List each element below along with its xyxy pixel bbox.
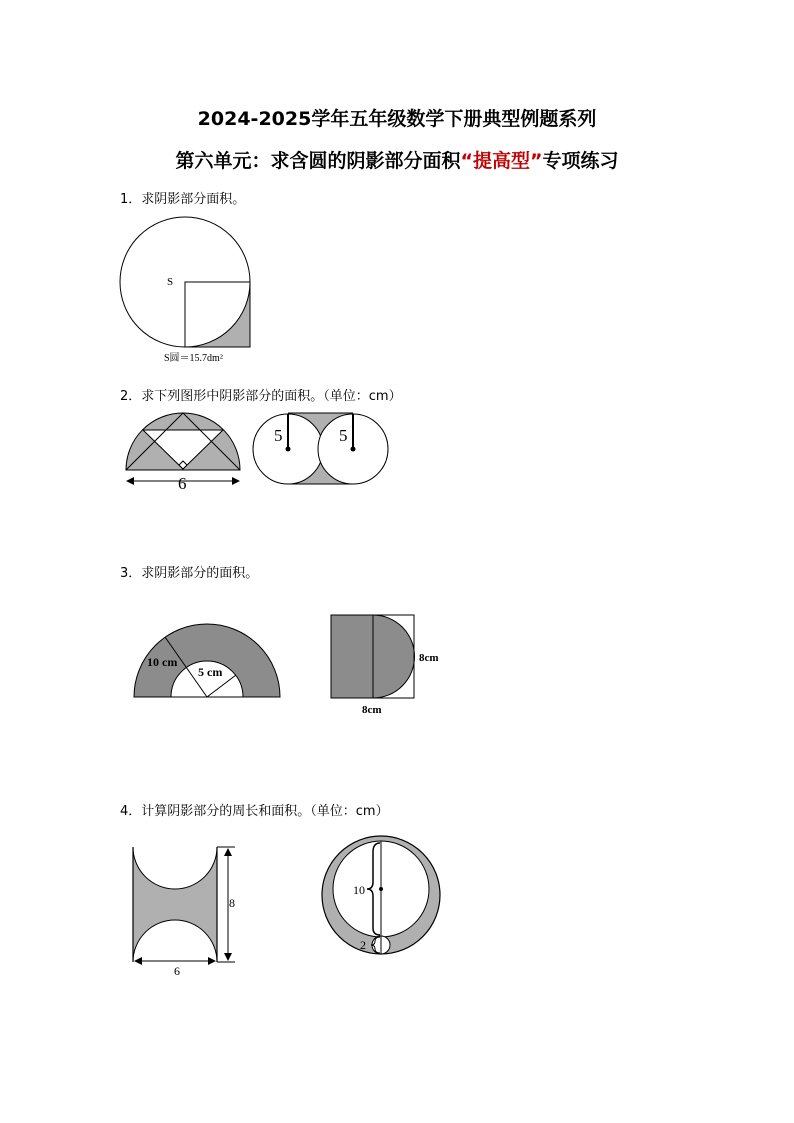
figure-4b bbox=[322, 836, 440, 954]
figure-1 bbox=[120, 217, 250, 364]
question-4-label: 4．计算阴影部分的周长和面积。（单位：cm） bbox=[120, 804, 389, 819]
fig3b-side-label: 8cm bbox=[419, 652, 439, 664]
fig1-s-label: S bbox=[167, 276, 174, 288]
fig2b-left-radius-label: 5 bbox=[274, 426, 283, 445]
fig1-shaded-corner bbox=[185, 282, 250, 347]
subtitle-suffix: 专项练习 bbox=[542, 150, 619, 172]
fig3b-bottom-label: 8cm bbox=[362, 704, 382, 716]
subtitle-highlight: “提高型” bbox=[460, 150, 543, 172]
fig4a-shaded bbox=[133, 847, 217, 962]
figure-2a bbox=[126, 413, 240, 493]
fig4a-width-label: 6 bbox=[174, 964, 180, 978]
fig2b-right-radius-label: 5 bbox=[339, 426, 348, 445]
figure-2b bbox=[253, 413, 388, 484]
fig3b-shaded-semicircle bbox=[373, 615, 414, 698]
question-3-label: 3．求阴影部分的面积。 bbox=[120, 566, 259, 581]
fig3b-shaded-left bbox=[331, 615, 373, 698]
question-1-label: 1．求阴影部分面积。 bbox=[120, 192, 246, 207]
fig4b-big-label: 10 bbox=[353, 883, 365, 897]
figure-3b bbox=[331, 615, 439, 716]
subtitle-prefix: 第六单元：求含圆的阴影部分面积 bbox=[175, 150, 461, 172]
fig1-caption: S圆＝15.7dm² bbox=[164, 353, 223, 364]
fig4a-height-label: 8 bbox=[229, 896, 235, 910]
figure-3a bbox=[134, 624, 280, 697]
fig4b-small-label: 2 bbox=[360, 938, 366, 952]
question-2-label: 2．求下列图形中阴影部分的面积。（单位：cm） bbox=[120, 389, 402, 404]
page-title: 2024-2025学年五年级数学下册典型例题系列 bbox=[197, 108, 597, 130]
fig3a-inner-label: 5 cm bbox=[198, 665, 223, 679]
fig3a-outer-label: 10 cm bbox=[147, 655, 178, 669]
figure-4a bbox=[133, 847, 235, 978]
fig2a-width-label: 6 bbox=[178, 474, 187, 493]
